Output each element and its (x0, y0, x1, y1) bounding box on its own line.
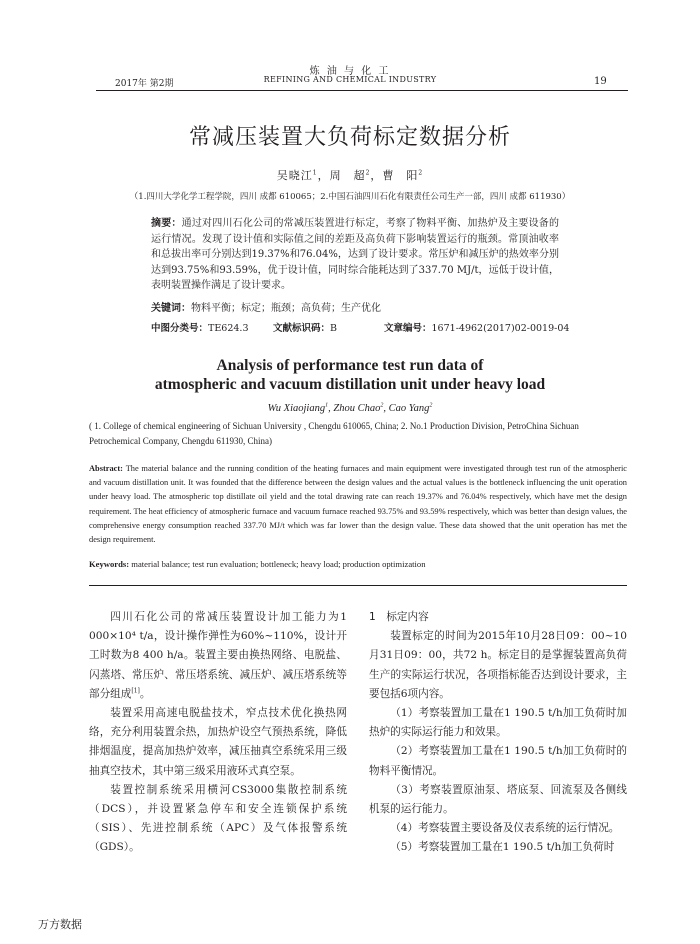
keywords-cn (151, 299, 381, 314)
journal-name-cn: 炼 油 与 化 工 (309, 66, 391, 77)
clc-number (151, 320, 248, 334)
list-item: （1）考察装置加工量在1 190.5 t/h加工负荷时加热炉的实际运行能力和效果。 (369, 707, 627, 739)
body-text: 。 (139, 687, 151, 700)
article-no-value: 1671-4962(2017)02-0019-04 (431, 323, 570, 334)
issue-number: 2017年 第2期 (115, 79, 174, 89)
abstract-divider (89, 585, 627, 586)
database-watermark: 万方数据 (38, 918, 82, 931)
author-en-2: Zhou Chao (333, 403, 381, 414)
body-text: 四川石化公司的常减压装置设计加工能力为1 000×10⁴ t/a，设计操作弹性为60%~110%，设计开工时数为8 400 h/a。装置主要由换热网络、电脱盐、闪蒸塔、常压炉、常压塔系统、减压炉、减压塔系统等部分组成 (89, 611, 347, 700)
body-paragraph: 装置采用高速电脱盐技术，窄点技术优化换热网络，充分利用装置余热，加热炉设空气预热系统，降低排烟温度，提高加热炉效率，减压抽真空系统采用三级抽真空技术，其中第三级采用液环式真空泵。 (89, 707, 347, 777)
abstract-cn (151, 216, 559, 294)
affiliation-cn: （1.四川大学化学工程学院，四川 成都 610065；2.中国石油四川石化有限责任公司生产一部，四川 成都 611930） (129, 192, 571, 202)
body-paragraph (89, 608, 347, 704)
abstract-cn-text: 通过对四川石化公司的常减压装置进行标定，考察了物料平衡、加热炉及主要设备的运行情况。发现了设计值和实际值之间的差距及高负荷下影响装置运行的瓶颈。常顶油收率和总拔出率可分别达到19.37%和76.04%，达到了设计要求。常压炉和减压炉的热效率分别达到93.75%和93.59%，优于设计值，同时综合能耗达到了337.70 MJ/t，远低于设计值，表明装置操作满足了设计要求。 (151, 218, 560, 291)
document-code (273, 320, 337, 334)
section-heading: 1 标定内容 (369, 611, 429, 623)
article-title-en (60, 356, 640, 394)
body-left-column (89, 608, 347, 858)
affiliation-en: ( 1. College of chemical engineering of Sichuan University , Chengdu 610065, China; 2. No.1 Production Division, PetroChina Sichuan Petrochemical Company, Chengdu 611930, China) (89, 421, 579, 446)
abstract-en: Abstract: The material balance and the running condition of the heating furnaces and main equipment were investigated through test run of the atmospheric and vacuum distillation unit. It was founded that the difference between the design values and the actual values is the bottleneck influencing the unit operation under heavy load. The atmospheric top distillate oil yield and the total drawing rate can reach 19.37% and 76.04% respectively, which have met the design requirement. The heat efficiency of atmospheric furnace and vacuum furnace reached 93.75% and 93.59% respectively, which was better than design values, the comprehensive energy consumption reached 337.70 MJ/t which was far lower than the design value. These data showed that the unit operation has met the design requirement. (89, 464, 627, 545)
header-divider (96, 90, 628, 91)
abstract-en-text: The material balance and the running condition of the heating furnaces and main equipment were investigated through test run of the atmospheric and vacuum distillation unit. It was founded that the difference between the design values and the actual values is the bottleneck influencing the unit operation under heavy load. The atmospheric top distillate oil yield and the total drawing rate can reach 19.37% and 76.04% respectively, which have met the design requirement. The heat efficiency of atmospheric furnace and vacuum furnace reached 93.75% and 93.59% respectively, which was better than design values, the comprehensive energy consumption reached 337.70 MJ/t which was far lower than the design value. These data showed that the unit operation has met the design requirement. (89, 464, 627, 545)
doc-code-label: 文献标识码： (273, 323, 331, 334)
list-item: （4）考察装置主要设备及仪表系统的运行情况。 (390, 822, 620, 835)
clc-value: TE624.3 (208, 323, 249, 334)
title-en-line2: atmospheric and vacuum distillation unit under heavy load (154, 376, 546, 393)
authors-en: Wu Xiaojiang$^1$, Zhou Chao$^2$, Cao Yang$^2$ (267, 402, 433, 414)
list-item: （3）考察装置原油泵、塔底泵、回流泵及各侧线机泵的运行能力。 (369, 783, 627, 816)
author-en-1: Wu Xiaojiang (267, 403, 326, 414)
article-number (384, 320, 569, 334)
article-no-label: 文章编号： (384, 323, 432, 334)
doc-code-value: B (330, 323, 337, 334)
clc-label: 中图分类号： (151, 323, 209, 334)
keywords-cn-label: 关键词： (151, 303, 191, 314)
keywords-en: Keywords: material balance; test run evaluation; bottleneck; heavy load; production optimization (89, 559, 426, 569)
keywords-en-text: material balance; test run evaluation; bottleneck; heavy load; production optimization (131, 559, 426, 569)
author-en-3: Cao Yang (388, 403, 430, 414)
author-cn-2: 周 超 (329, 169, 366, 182)
body-right-column (369, 608, 627, 858)
article-title-cn: 常减压装置大负荷标定数据分析 (188, 125, 511, 150)
list-item: （2）考察装置加工量在1 190.5 t/h加工负荷时的物料平衡情况。 (369, 745, 627, 777)
title-en-line1: Analysis of performance test run data of (216, 357, 484, 374)
keywords-en-label: Keywords (89, 559, 127, 569)
body-paragraph: 装置控制系统采用横河CS3000集散控制系统（DCS），并设置紧急停车和安全连锁保护系统（SIS）、先进控制系统（APC）及气体报警系统（GDS）。 (89, 783, 347, 854)
list-item: （5）考察装置加工量在1 190.5 t/h加工负荷时 (390, 841, 615, 854)
authors-cn: 吴晓江$^1$，周 超$^2$，曹 阳$^2$ (276, 169, 424, 182)
author-cn-1: 吴晓江 (276, 169, 313, 182)
journal-name-en: REFINING AND CHEMICAL INDUSTRY (263, 75, 437, 84)
abstract-cn-label: 摘要： (151, 218, 182, 229)
citation-ref[interactable]: [1] (131, 687, 140, 695)
abstract-en-label: Abstract (89, 464, 121, 473)
page-number: 19 (594, 76, 607, 87)
body-paragraph: 装置标定的时间为2015年10月28日09：00~10月31日09：00，共72 h。标定目的是掌握装置高负荷生产的实际运行状况，各项指标能否达到设计要求，主要包括6项内容。 (369, 630, 627, 700)
keywords-cn-text: 物料平衡；标定；瓶颈；高负荷；生产优化 (191, 303, 381, 314)
author-cn-3: 曹 阳 (382, 169, 419, 182)
